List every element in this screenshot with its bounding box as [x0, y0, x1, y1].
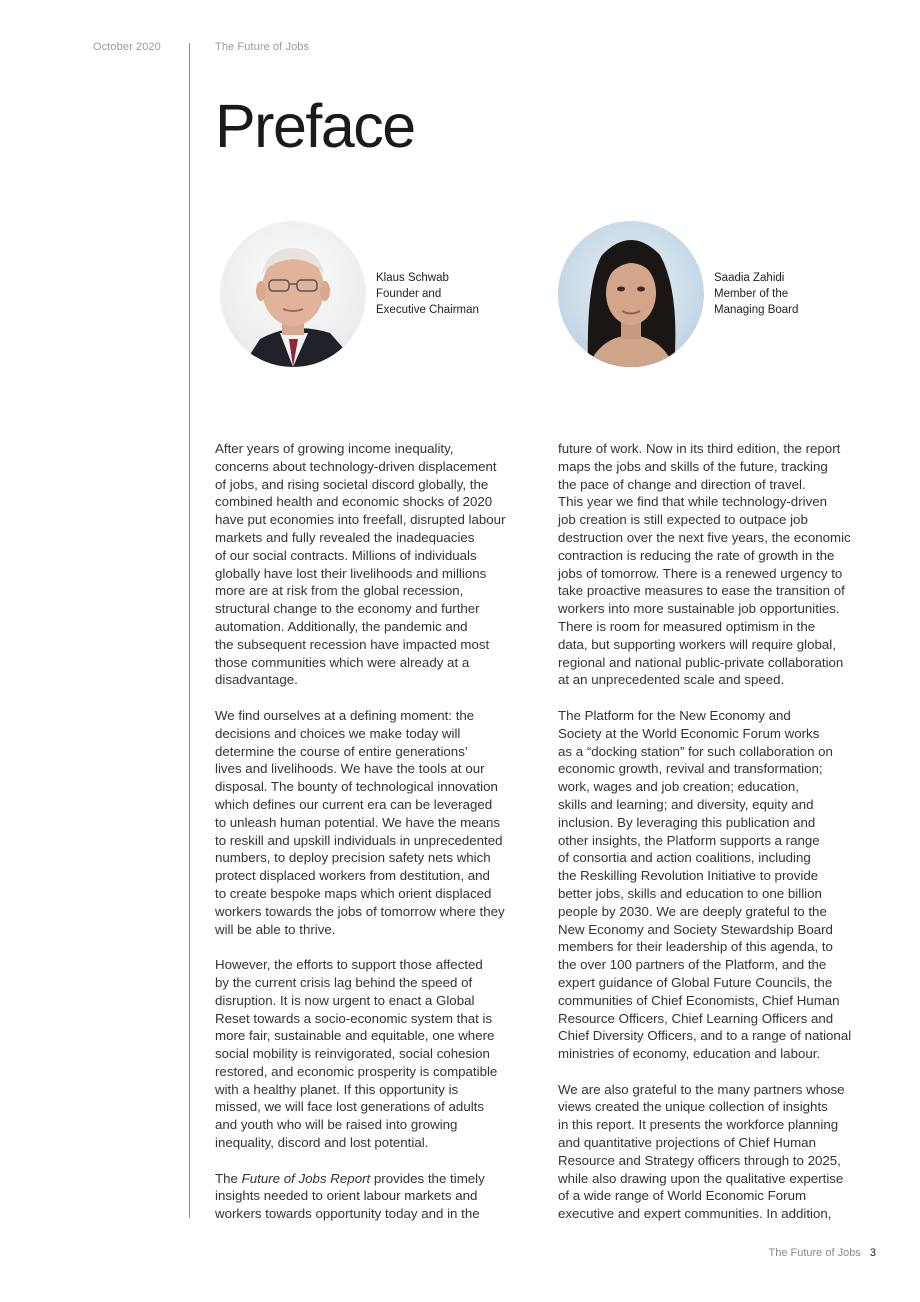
page-title: Preface: [215, 92, 415, 160]
header-report-title: The Future of Jobs: [215, 41, 310, 53]
text-line: job creation is still expected to outpace job: [558, 512, 808, 528]
text-line: as a “docking station” for such collaboration on: [558, 743, 833, 759]
text-line: which defines our current era can be leveraged: [215, 796, 493, 812]
text-line: structural change to the economy and further: [215, 601, 480, 617]
author-name: Klaus Schwab: [376, 272, 449, 284]
text-line: better jobs, skills and education to one billion: [558, 885, 822, 901]
body-paragraph: [215, 1170, 545, 1223]
text-line: people by 2030. We are deeply grateful to the: [558, 903, 827, 919]
text-line: communities of Chief Economists, Chief Human: [558, 992, 840, 1008]
author-caption: [376, 271, 479, 318]
text-line: workers into more sustainable job opportunities.: [558, 601, 840, 617]
portrait-illustration: [220, 221, 366, 367]
text-line: and youth who will be raised into growing: [215, 1117, 458, 1133]
text-line: disadvantage.: [215, 672, 298, 688]
text-line: skills and learning; and diversity, equity and: [558, 796, 814, 812]
text-line: future of work. Now in its third edition, the report: [558, 441, 841, 456]
text-line: New Economy and Society Stewardship Board: [558, 921, 833, 937]
text-line: The Platform for the New Economy and: [558, 707, 791, 723]
text-line: to reskill and upskill individuals in unprecedented: [215, 832, 503, 848]
text-line: After years of growing income inequality,: [215, 441, 454, 456]
text-line: work, wages and job creation; education,: [558, 779, 799, 795]
text-line: more are at risk from the global recession,: [215, 583, 464, 599]
text-line: combined health and economic shocks of 2020: [215, 494, 493, 510]
text-line: inclusion. By leveraging this publication and: [558, 814, 816, 830]
text-line: workers towards the jobs of tomorrow where they: [215, 903, 505, 919]
text-line: more fair, sustainable and equitable, one where: [215, 1028, 495, 1044]
text-line: insights needed to orient labour markets and: [215, 1188, 478, 1204]
text-line: and quantitative projections of Chief Human: [558, 1135, 816, 1151]
text-line: We are also grateful to the many partners whose: [558, 1081, 845, 1097]
text-line: disruption. It is now urgent to enact a Global: [215, 992, 475, 1008]
body-paragraph: [215, 956, 545, 1152]
text-span: The: [215, 1170, 242, 1186]
text-line: data, but supporting workers will require global,: [558, 636, 836, 652]
text-line: missed, we will face lost generations of adults: [215, 1099, 485, 1115]
author-role: Managing Board: [714, 303, 799, 316]
text-line: the over 100 partners of the Platform, and the: [558, 957, 827, 973]
text-line: to create bespoke maps which orient displaced: [215, 885, 492, 901]
text-line: Reset towards a socio-economic system that is: [215, 1010, 493, 1026]
text-line: those communities which were already at a: [215, 654, 470, 670]
page-footer: [768, 1247, 876, 1259]
text-line: other insights, the Platform supports a range: [558, 832, 820, 848]
text-line: We find ourselves at a defining moment: the: [215, 707, 475, 723]
text-line: destruction over the next five years, the economic: [558, 529, 851, 545]
text-line: There is room for measured optimism in the: [558, 618, 816, 634]
text-line: globally have lost their livelihoods and millions: [215, 565, 487, 581]
text-line: have put economies into freefall, disrupted labour: [215, 512, 506, 528]
author-portrait-photo: [558, 221, 704, 367]
text-line: regional and national public-private collaboration: [558, 654, 844, 670]
text-line: in this report. It presents the workforce planning: [558, 1117, 839, 1133]
text-line: determine the course of entire generations’: [215, 743, 468, 759]
text-line: Chief Diversity Officers, and to a range of national: [558, 1028, 852, 1044]
text-line: restored, and economic prosperity is compatible: [215, 1063, 498, 1079]
text-line: inequality, discord and lost potential.: [215, 1135, 429, 1151]
page-number: 3: [869, 1247, 876, 1259]
text-line: automation. Additionally, the pandemic and: [215, 618, 468, 634]
footer-report-title: The Future of Jobs: [768, 1247, 861, 1259]
header-date: October 2020: [93, 41, 161, 53]
text-line: the pace of change and direction of travel.: [558, 476, 806, 492]
text-line: ministries of economy, education and labour.: [558, 1046, 821, 1062]
text-line: of a wide range of World Economic Forum: [558, 1188, 807, 1204]
author-role: Executive Chairman: [376, 303, 479, 316]
text-line: at an unprecedented scale and speed.: [558, 672, 785, 688]
text-line: concerns about technology-driven displacement: [215, 458, 497, 474]
text-line: the subsequent recession have impacted most: [215, 636, 490, 652]
text-line: markets and fully revealed the inadequacies: [215, 529, 475, 545]
text-line: maps the jobs and skills of the future, tracking: [558, 458, 828, 474]
text-line: while also drawing upon the qualitative expertise: [558, 1170, 844, 1186]
text-line: of consortia and action coalitions, including: [558, 850, 811, 866]
text-line: will be able to thrive.: [215, 921, 336, 937]
text-line: to unleash human potential. We have the means: [215, 814, 501, 830]
text-line: jobs of tomorrow. There is a renewed urgency to: [558, 565, 843, 581]
text-line: of jobs, and rising societal discord globally, the: [215, 476, 489, 492]
body-paragraph: [215, 707, 545, 938]
body-paragraph: [558, 440, 888, 689]
text-line: This year we find that while technology-driven: [558, 494, 828, 510]
text-line: by the current crisis lag behind the speed of: [215, 974, 473, 990]
body-paragraph: [558, 707, 888, 1063]
body-paragraph: [558, 1081, 888, 1223]
body-column-left: [215, 440, 545, 1241]
text-line: social mobility is reinvigorated, social cohesion: [215, 1046, 490, 1062]
text-line: members for their leadership of this agenda, to: [558, 939, 833, 955]
text-line: views created the unique collection of insights: [558, 1099, 828, 1115]
text-line: contraction is reducing the rate of growth in the: [558, 547, 835, 563]
vertical-divider: [189, 43, 190, 1218]
text-line: disposal. The bounty of technological innovation: [215, 779, 498, 795]
body-paragraph: [215, 440, 545, 689]
author-role: Member of the: [714, 287, 789, 300]
author-caption: [714, 271, 798, 318]
text-line: executive and expert communities. In addition,: [558, 1206, 832, 1222]
body-column-right: [558, 440, 888, 1241]
text-line: However, the efforts to support those affected: [215, 957, 483, 973]
text-line: workers towards opportunity today and in the: [215, 1206, 480, 1222]
text-line: decisions and choices we make today will: [215, 725, 461, 741]
text-line: Resource and Strategy officers through to 2025,: [558, 1152, 841, 1168]
text-line: economic growth, revival and transformation;: [558, 761, 823, 777]
text-line: Society at the World Economic Forum works: [558, 725, 820, 741]
author-name: Saadia Zahidi: [714, 272, 785, 284]
report-title-italic: Future of Jobs Report: [241, 1170, 371, 1186]
text-line: lives and livelihoods. We have the tools at our: [215, 761, 485, 777]
text-line: the Reskilling Revolution Initiative to provide: [558, 868, 819, 884]
text-line: Resource Officers, Chief Learning Officers and: [558, 1010, 834, 1026]
portrait-illustration: [558, 221, 704, 367]
text-line: expert guidance of Global Future Councils, the: [558, 974, 833, 990]
text-line: protect displaced workers from destitution, and: [215, 868, 490, 884]
author-role: Founder and: [376, 287, 442, 300]
text-span: provides the timely: [370, 1170, 485, 1186]
text-line: [215, 1170, 545, 1188]
text-line: of our social contracts. Millions of individuals: [215, 547, 477, 563]
author-portrait-photo: [220, 221, 366, 367]
text-line: with a healthy planet. If this opportunity is: [215, 1081, 459, 1097]
text-line: take proactive measures to ease the transition of: [558, 583, 845, 599]
text-line: numbers, to deploy precision safety nets which: [215, 850, 491, 866]
